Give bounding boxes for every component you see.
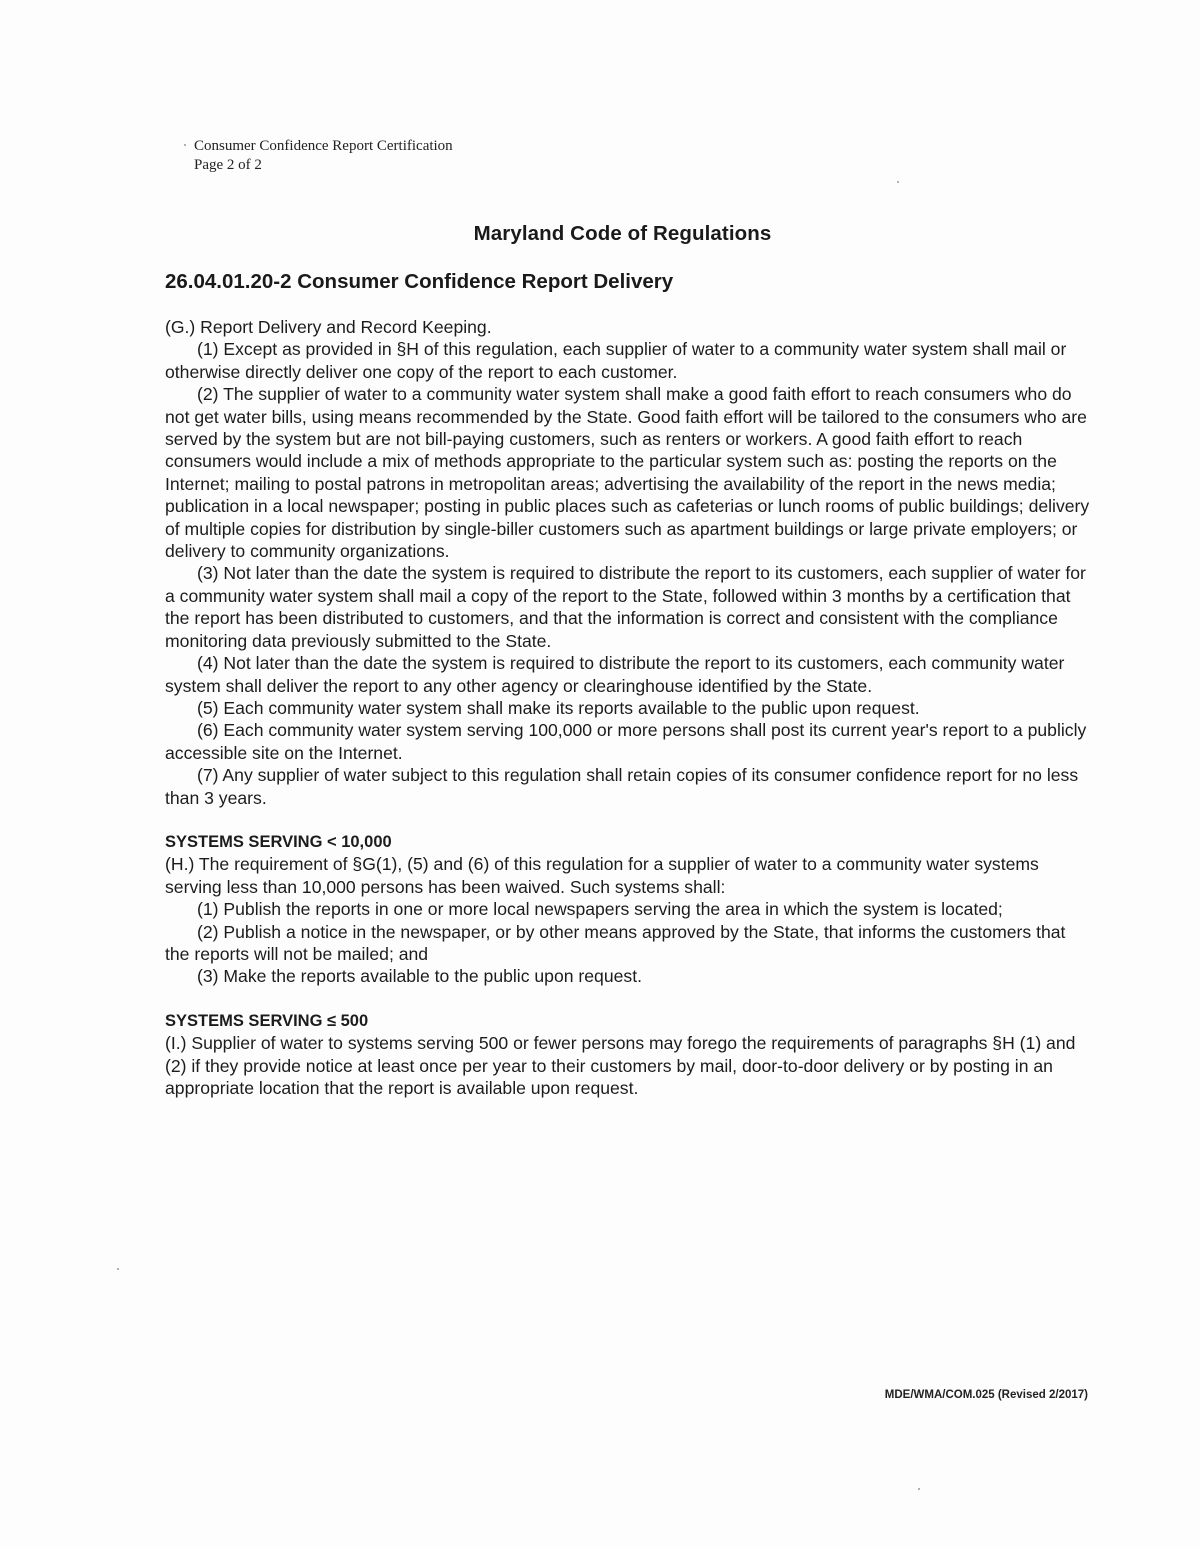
section-g-intro: (G.) Report Delivery and Record Keeping. <box>165 317 492 337</box>
header-page-number: Page 2 of 2 <box>194 157 262 173</box>
section-h-item-3: (3) Make the reports available to the public upon request. <box>197 966 642 987</box>
page-header <box>194 137 453 175</box>
form-code-footer: MDE/WMA/COM.025 (Revised 2/2017) <box>884 1389 1088 1401</box>
section-g-item-5: (5) Each community water system shall make its reports available to the public upon request. <box>197 697 920 718</box>
section-g-item-3: (3) Not later than the date the system is required to distribute the report to its customers, each supplier of water for a community water system shall mail a copy of the report to the State, followed within 3 months by a certification that the report has been distributed to customers, and that the information is correct and consistent with the compliance monitoring data previously submitted to the State. <box>165 563 1086 651</box>
section-g-item-2: (2) The supplier of water to a community water system shall make a good faith effort to reach consumers who do not get water bills, using means recommended by the State. Good faith effort will be tailored to the consumers who are served by the system but are not bill-paying customers, such as renters or workers. A good faith effort to reach consumers would include a mix of methods appropriate to the particular system such as: posting the reports on the Internet; mailing to postal patrons in metropolitan areas; advertising the availability of the report in the news media; publication in a local newspaper; posting in public places such as cafeterias or lunch rooms of public buildings; delivery of multiple copies for distribution by single-biller customers such as apartment buildings or large private employers; or delivery to community organizations. <box>165 384 1090 562</box>
section-heading: 26.04.01.20-2 Consumer Confidence Report Delivery <box>165 270 674 293</box>
section-g-item-7: (7) Any supplier of water subject to this regulation shall retain copies of its consumer confidence report for no less than 3 years. <box>165 765 1079 808</box>
section-g-item-4: (4) Not later than the date the system is required to distribute the report to its customers, each community water system shall deliver the report to any other agency or clearinghouse identified by the State. <box>165 653 1065 696</box>
section-h-heading: SYSTEMS SERVING < 10,000 <box>165 832 392 851</box>
scan-speck <box>117 1268 119 1270</box>
section-h-item-2: (2) Publish a notice in the newspaper, or by other means approved by the State, that informs the customers that the reports will not be mailed; and <box>165 921 1066 964</box>
section-h-item-1: (1) Publish the reports in one or more local newspapers serving the area in which the system is located; <box>197 899 1003 920</box>
scan-speck <box>897 181 899 183</box>
header-form-title: Consumer Confidence Report Certification <box>194 138 453 154</box>
scan-speck <box>918 1488 920 1490</box>
section-h-intro: (H.) The requirement of §G(1), (5) and (6) of this regulation for a supplier of water to a community water systems serving less than 10,000 persons has been waived. Such systems shall: <box>165 854 1039 897</box>
scan-speck <box>184 144 186 146</box>
section-i-heading: SYSTEMS SERVING ≤ 500 <box>165 1011 369 1030</box>
document-title: Maryland Code of Regulations <box>473 222 772 245</box>
section-g-item-6: (6) Each community water system serving 100,000 or more persons shall post its current year's report to a publicly accessible site on the Internet. <box>165 720 1087 763</box>
regulation-body <box>165 316 1090 1099</box>
section-i-text: (I.) Supplier of water to systems serving 500 or fewer persons may forego the requirements of paragraphs §H (1) and (2) if they provide notice at least once per year to their customers by mail, door-to-door delivery or by posting in an appropriate location that the report is available upon request. <box>165 1033 1076 1098</box>
section-g-item-1: (1) Except as provided in §H of this regulation, each supplier of water to a community water system shall mail or otherwise directly deliver one copy of the report to each customer. <box>165 339 1067 382</box>
